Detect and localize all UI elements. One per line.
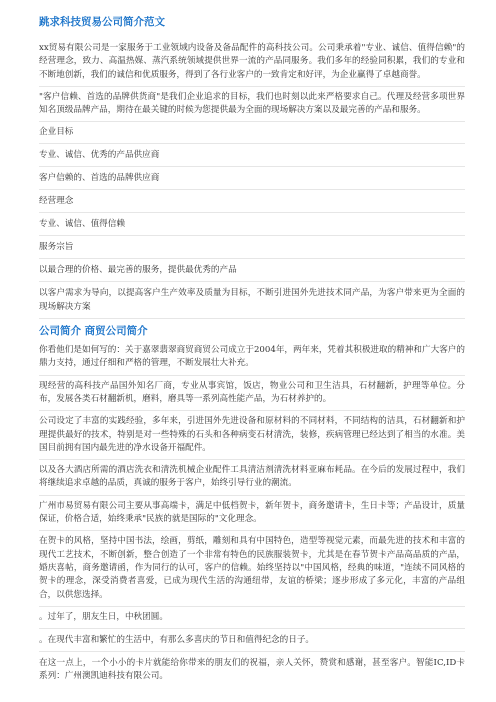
list-item: 专业、诚信、优秀的产品供应商 [39,149,465,167]
intro-paragraph: xx贸易有限公司是一家服务于工业领域内设备及备品配件的高科技公司。公司秉承着"专业、诚信、值得信赖"的经营理念，致力、高温热媒、蒸汽系统领域提供世界一流的产品同服务。我们多年的经验同积累，我们的专业和不断地创新，我们的诚信和优质服务，得到了各行业客户的一致肯定和好评，为企业赢得了卓越商誉。 [39,42,465,87]
list-item: 。过年了，朋友生日，中秋团圆。 [39,611,465,629]
closing-paragraph: 在这一点上，一个小小的卡片就能给你带来的朋友们的祝福，亲人关怀，赞赏和感谢，甚至客户。智能IC,ID卡系列：广州澳凯迪科技有限公司。 [39,657,465,682]
document-content [39,42,465,689]
customer-paragraph: 以客户需求为导向，以提高客户生产效率及质量为目标，不断引进国外先进技术同产品，为客户带来更为全面的现场解决方案 [39,287,465,319]
body-paragraph: 在贺卡的风格，坚持中国书法，绘画，剪纸，雕刻和具有中国特色，造型等视觉元素，而最先进的技术和丰富的现代工艺技术，不断创新，整合创造了一个非常有特色的民族服装贺卡，尤其是在春节贺卡产品高品质的产品，婚庆喜帖，商务邀请函，作为同行的认可，客户的信赖。始终坚持以"中国风格，经典的味道，"连续不同风格的贺卡的理念，深受消费者喜爱，已成为现代生活的沟通纽带，友谊的桥梁；逐步形成了多元化，丰富的产品组合，以供您选择。 [39,535,465,606]
list-item: 。在现代丰富和繁忙的生活中，有那么多喜庆的节日和值得纪念的日子。 [39,634,465,652]
body-paragraph: 广州市易贸易有限公司主要从事高端卡，满足中低档贺卡，新年贺卡，商务邀请卡，生日卡等；产品设计，质量保证，价格合适，始终秉承"民族的就是国际的"文化理念。 [39,500,465,532]
list-item: 专业、诚信、值得信赖 [39,218,465,236]
document-title: 跳求科技贸易公司简介范文 [39,16,165,28]
list-item: 企业目标 [39,126,465,144]
brand-paragraph: "客户信赖、首选的品牌供货商"是我们企业追求的目标，我们也时刻以此来严格要求自己。代理及经营多项世界知名顶级品牌产品，期待在最关键的时候为您提供最为全面的现场解决方案以及最完善的产品和服务。 [39,91,465,123]
body-paragraph: 以及各大酒店所需的酒店洗衣和清洗机械企业配件工具清洁剂清洗材料亚麻布耗品。在今后的发展过程中，我们将继续追求卓越的品质，真诚的服务于客户，始终引导行业的潮流。 [39,464,465,496]
list-item: 服务宗旨 [39,241,465,259]
section-heading: 公司简介 商贸公司简介 [39,325,148,338]
body-paragraph: 你看他们是如何写的：关于嘉翠翡翠商贸商贸公司成立于2004年，两年来，凭着其积极进取的精神和广大客户的鼎力支持，通过仔细和严格的管理，不断发展壮大补充。 [39,344,465,376]
list-item: 以最合理的价格、最完善的服务，提供最优秀的产品 [39,264,465,282]
body-paragraph: 公司设定了丰富的实践经验，多年来，引进国外先进设备和原材料的不同材料，不同结构的洁具，石材翻新和护理提供最好的技术，特别是对一些特殊的石头和各种病变石材清洗，装修，疾病管理已经达到了相当的水准。美国目前拥有国内最先进的净水设备开福配件。 [39,415,465,460]
list-item: 客户信赖的、首选的品牌供应商 [39,172,465,190]
body-paragraph: 现经营的高科技产品国外知名厂商，专业从事宾馆，饭店，物业公司和卫生洁具，石材翻新，护理等单位。分布，发展各类石材翻新机，磨料，磨具等一系列高性能产品，为石材养护的。 [39,380,465,412]
list-item: 经营理念 [39,195,465,213]
